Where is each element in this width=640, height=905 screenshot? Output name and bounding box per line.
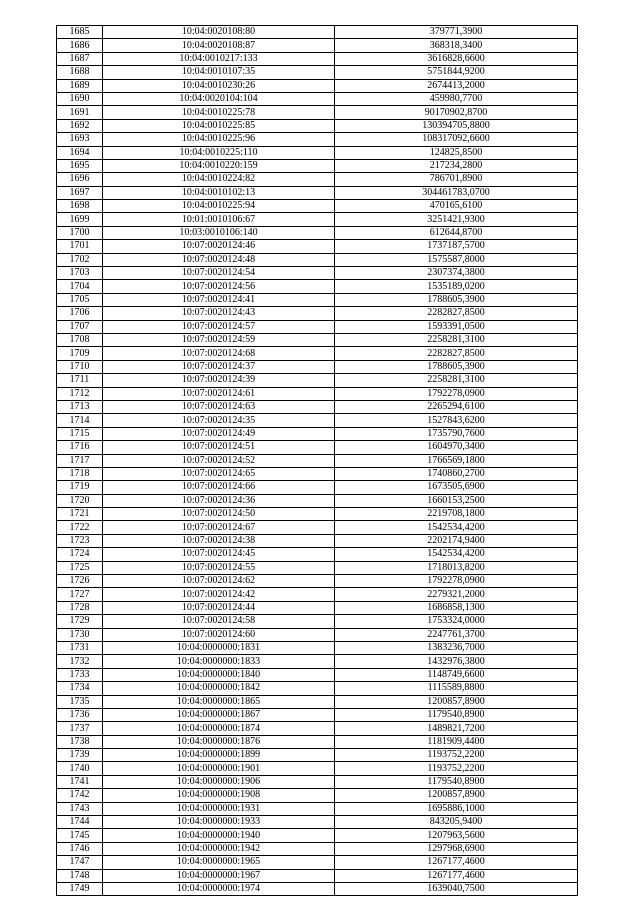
value-cell: 108317092,6600	[335, 133, 578, 146]
table-row	[57, 186, 578, 199]
value-cell: 470165,6100	[335, 200, 578, 213]
value-cell: 1179540,8900	[335, 775, 578, 788]
row-number-cell: 1743	[57, 802, 103, 815]
cadastral-number-cell: 10:04:0000000:1967	[103, 869, 335, 882]
row-number-cell: 1720	[57, 494, 103, 507]
cadastral-number-cell: 10:07:0020124:57	[103, 320, 335, 333]
cadastral-number-cell: 10:07:0020124:50	[103, 508, 335, 521]
value-cell: 1527843,6200	[335, 414, 578, 427]
table-row	[57, 307, 578, 320]
row-number-cell: 1689	[57, 79, 103, 92]
row-number-cell: 1713	[57, 400, 103, 413]
value-cell: 2282827,8500	[335, 307, 578, 320]
table-row	[57, 575, 578, 588]
table-row	[57, 400, 578, 413]
row-number-cell: 1716	[57, 441, 103, 454]
table-row	[57, 92, 578, 105]
cadastral-number-cell: 10:04:0020104:104	[103, 92, 335, 105]
value-cell: 1695886,1000	[335, 802, 578, 815]
table-row	[57, 588, 578, 601]
value-cell: 1179540,8900	[335, 708, 578, 721]
cadastral-number-cell: 10:04:0010217:133	[103, 52, 335, 65]
value-cell: 1604970,3400	[335, 441, 578, 454]
value-cell: 2279321,2000	[335, 588, 578, 601]
table-row	[57, 79, 578, 92]
row-number-cell: 1703	[57, 267, 103, 280]
value-cell: 1593391,0500	[335, 320, 578, 333]
value-cell: 1542534,4200	[335, 521, 578, 534]
value-cell: 2282827,8500	[335, 347, 578, 360]
cadastral-number-cell: 10:04:0000000:1942	[103, 842, 335, 855]
cadastral-number-cell: 10:07:0020124:45	[103, 548, 335, 561]
table-row	[57, 347, 578, 360]
table-row	[57, 280, 578, 293]
cadastral-number-cell: 10:04:0010225:110	[103, 146, 335, 159]
row-number-cell: 1687	[57, 52, 103, 65]
row-number-cell: 1725	[57, 561, 103, 574]
cadastral-number-cell: 10:07:0020124:56	[103, 280, 335, 293]
row-number-cell: 1729	[57, 615, 103, 628]
cadastral-number-cell: 10:03:0010106:140	[103, 226, 335, 239]
table-row	[57, 213, 578, 226]
row-number-cell: 1744	[57, 816, 103, 829]
cadastral-number-cell: 10:07:0020124:38	[103, 534, 335, 547]
cadastral-number-cell: 10:04:0000000:1876	[103, 735, 335, 748]
cadastral-number-cell: 10:04:0000000:1833	[103, 655, 335, 668]
table-row	[57, 253, 578, 266]
table-row	[57, 200, 578, 213]
cadastral-number-cell: 10:04:0000000:1974	[103, 883, 335, 896]
row-number-cell: 1698	[57, 200, 103, 213]
row-number-cell: 1711	[57, 374, 103, 387]
value-cell: 1267177,4600	[335, 856, 578, 869]
table-row	[57, 66, 578, 79]
cadastral-number-cell: 10:07:0020124:65	[103, 467, 335, 480]
value-cell: 1267177,4600	[335, 869, 578, 882]
table-row	[57, 454, 578, 467]
cadastral-number-cell: 10:07:0020124:68	[103, 347, 335, 360]
cadastral-number-cell: 10:04:0000000:1831	[103, 641, 335, 654]
table-row	[57, 333, 578, 346]
table-row	[57, 360, 578, 373]
cadastral-number-cell: 10:04:0010225:94	[103, 200, 335, 213]
row-number-cell: 1717	[57, 454, 103, 467]
cadastral-number-cell: 10:07:0020124:52	[103, 454, 335, 467]
row-number-cell: 1690	[57, 92, 103, 105]
row-number-cell: 1735	[57, 695, 103, 708]
row-number-cell: 1712	[57, 387, 103, 400]
table-row	[57, 722, 578, 735]
table-row	[57, 52, 578, 65]
cadastral-number-cell: 10:07:0020124:42	[103, 588, 335, 601]
table-row	[57, 534, 578, 547]
table-row	[57, 521, 578, 534]
row-number-cell: 1741	[57, 775, 103, 788]
table-row	[57, 414, 578, 427]
cadastral-number-cell: 10:07:0020124:44	[103, 601, 335, 614]
table-row	[57, 628, 578, 641]
value-cell: 2258281,3100	[335, 333, 578, 346]
row-number-cell: 1734	[57, 682, 103, 695]
table-row	[57, 320, 578, 333]
value-cell: 1297968,6900	[335, 842, 578, 855]
value-cell: 1200857,8900	[335, 695, 578, 708]
value-cell: 1792278,0900	[335, 387, 578, 400]
cadastral-number-cell: 10:04:0010225:78	[103, 106, 335, 119]
cadastral-number-cell: 10:04:0020108:87	[103, 39, 335, 52]
cadastral-number-cell: 10:01:0010106:67	[103, 213, 335, 226]
value-cell: 2202174,9400	[335, 534, 578, 547]
table-row	[57, 441, 578, 454]
table-row	[57, 133, 578, 146]
table-row	[57, 735, 578, 748]
table-row	[57, 842, 578, 855]
cadastral-number-cell: 10:07:0020124:39	[103, 374, 335, 387]
cadastral-number-cell: 10:07:0020124:55	[103, 561, 335, 574]
cadastral-number-cell: 10:04:0010107:35	[103, 66, 335, 79]
value-cell: 1148749,6600	[335, 668, 578, 681]
cadastral-number-cell: 10:07:0020124:63	[103, 400, 335, 413]
cadastral-number-cell: 10:07:0020124:37	[103, 360, 335, 373]
cadastral-number-cell: 10:07:0020124:36	[103, 494, 335, 507]
row-number-cell: 1700	[57, 226, 103, 239]
value-cell: 1792278,0900	[335, 575, 578, 588]
table-row	[57, 789, 578, 802]
table-body	[57, 26, 578, 896]
table-row	[57, 267, 578, 280]
row-number-cell: 1726	[57, 575, 103, 588]
value-cell: 2258281,3100	[335, 374, 578, 387]
cadastral-number-cell: 10:04:0000000:1908	[103, 789, 335, 802]
row-number-cell: 1749	[57, 883, 103, 896]
table-row	[57, 119, 578, 132]
row-number-cell: 1738	[57, 735, 103, 748]
row-number-cell: 1704	[57, 280, 103, 293]
table-row	[57, 749, 578, 762]
row-number-cell: 1728	[57, 601, 103, 614]
cadastral-number-cell: 10:07:0020124:60	[103, 628, 335, 641]
table-row	[57, 816, 578, 829]
value-cell: 1766569,1800	[335, 454, 578, 467]
value-cell: 1193752,2200	[335, 749, 578, 762]
cadastral-number-cell: 10:04:0010225:96	[103, 133, 335, 146]
row-number-cell: 1714	[57, 414, 103, 427]
row-number-cell: 1701	[57, 240, 103, 253]
cadastral-number-cell: 10:07:0020124:61	[103, 387, 335, 400]
row-number-cell: 1733	[57, 668, 103, 681]
value-cell: 1575587,8000	[335, 253, 578, 266]
value-cell: 843205,9400	[335, 816, 578, 829]
table-row	[57, 427, 578, 440]
row-number-cell: 1696	[57, 173, 103, 186]
table-row	[57, 240, 578, 253]
row-number-cell: 1691	[57, 106, 103, 119]
table-row	[57, 159, 578, 172]
row-number-cell: 1723	[57, 534, 103, 547]
value-cell: 1639040,7500	[335, 883, 578, 896]
property-table	[56, 25, 578, 896]
cadastral-number-cell: 10:04:0000000:1906	[103, 775, 335, 788]
table-row	[57, 695, 578, 708]
value-cell: 612644,8700	[335, 226, 578, 239]
table-row	[57, 494, 578, 507]
value-cell: 1489821,7200	[335, 722, 578, 735]
row-number-cell: 1693	[57, 133, 103, 146]
value-cell: 1542534,4200	[335, 548, 578, 561]
cadastral-number-cell: 10:04:0010102:13	[103, 186, 335, 199]
table-row	[57, 601, 578, 614]
row-number-cell: 1724	[57, 548, 103, 561]
row-number-cell: 1707	[57, 320, 103, 333]
row-number-cell: 1708	[57, 333, 103, 346]
row-number-cell: 1721	[57, 508, 103, 521]
row-number-cell: 1748	[57, 869, 103, 882]
table-row	[57, 467, 578, 480]
value-cell: 1115589,8800	[335, 682, 578, 695]
cadastral-number-cell: 10:07:0020124:48	[103, 253, 335, 266]
row-number-cell: 1686	[57, 39, 103, 52]
value-cell: 459980,7700	[335, 92, 578, 105]
cadastral-number-cell: 10:07:0020124:67	[103, 521, 335, 534]
value-cell: 1432976,3800	[335, 655, 578, 668]
cadastral-number-cell: 10:04:0000000:1931	[103, 802, 335, 815]
value-cell: 1737187,5700	[335, 240, 578, 253]
table-row	[57, 106, 578, 119]
row-number-cell: 1715	[57, 427, 103, 440]
value-cell: 1740860,2700	[335, 467, 578, 480]
cadastral-number-cell: 10:04:0000000:1867	[103, 708, 335, 721]
table-row	[57, 802, 578, 815]
cadastral-number-cell: 10:07:0020124:35	[103, 414, 335, 427]
table-row	[57, 762, 578, 775]
row-number-cell: 1697	[57, 186, 103, 199]
value-cell: 1193752,2200	[335, 762, 578, 775]
value-cell: 1673505,6900	[335, 481, 578, 494]
row-number-cell: 1731	[57, 641, 103, 654]
cadastral-number-cell: 10:04:0000000:1901	[103, 762, 335, 775]
row-number-cell: 1742	[57, 789, 103, 802]
table-row	[57, 829, 578, 842]
value-cell: 1535189,0200	[335, 280, 578, 293]
table-row	[57, 655, 578, 668]
value-cell: 1788605,3900	[335, 360, 578, 373]
value-cell: 1660153,2500	[335, 494, 578, 507]
row-number-cell: 1739	[57, 749, 103, 762]
table-row	[57, 641, 578, 654]
row-number-cell: 1710	[57, 360, 103, 373]
value-cell: 90170902,8700	[335, 106, 578, 119]
row-number-cell: 1688	[57, 66, 103, 79]
table-row	[57, 668, 578, 681]
table-row	[57, 146, 578, 159]
cadastral-number-cell: 10:04:0010230:26	[103, 79, 335, 92]
table-row	[57, 226, 578, 239]
table-row	[57, 26, 578, 39]
row-number-cell: 1719	[57, 481, 103, 494]
row-number-cell: 1746	[57, 842, 103, 855]
table-row	[57, 775, 578, 788]
value-cell: 1181909,4400	[335, 735, 578, 748]
row-number-cell: 1740	[57, 762, 103, 775]
value-cell: 124825,8500	[335, 146, 578, 159]
cadastral-number-cell: 10:07:0020124:46	[103, 240, 335, 253]
cadastral-number-cell: 10:04:0000000:1940	[103, 829, 335, 842]
table-row	[57, 708, 578, 721]
row-number-cell: 1705	[57, 293, 103, 306]
row-number-cell: 1692	[57, 119, 103, 132]
cadastral-number-cell: 10:07:0020124:54	[103, 267, 335, 280]
row-number-cell: 1747	[57, 856, 103, 869]
row-number-cell: 1745	[57, 829, 103, 842]
cadastral-number-cell: 10:07:0020124:49	[103, 427, 335, 440]
row-number-cell: 1737	[57, 722, 103, 735]
cadastral-number-cell: 10:07:0020124:51	[103, 441, 335, 454]
value-cell: 1207963,5600	[335, 829, 578, 842]
value-cell: 2247761,3700	[335, 628, 578, 641]
value-cell: 2265294,6100	[335, 400, 578, 413]
row-number-cell: 1685	[57, 26, 103, 39]
table-row	[57, 293, 578, 306]
value-cell: 217234,2800	[335, 159, 578, 172]
value-cell: 3251421,9300	[335, 213, 578, 226]
row-number-cell: 1695	[57, 159, 103, 172]
table-row	[57, 481, 578, 494]
cadastral-number-cell: 10:07:0020124:59	[103, 333, 335, 346]
value-cell: 1735790,7600	[335, 427, 578, 440]
row-number-cell: 1694	[57, 146, 103, 159]
table-row	[57, 856, 578, 869]
table-row	[57, 615, 578, 628]
table-row	[57, 387, 578, 400]
value-cell: 5751844,9200	[335, 66, 578, 79]
row-number-cell: 1706	[57, 307, 103, 320]
row-number-cell: 1702	[57, 253, 103, 266]
cadastral-number-cell: 10:04:0020108:80	[103, 26, 335, 39]
cadastral-number-cell: 10:04:0010224:82	[103, 173, 335, 186]
cadastral-number-cell: 10:04:0000000:1933	[103, 816, 335, 829]
cadastral-number-cell: 10:07:0020124:66	[103, 481, 335, 494]
value-cell: 130394705,8800	[335, 119, 578, 132]
value-cell: 3616828,6600	[335, 52, 578, 65]
cadastral-number-cell: 10:07:0020124:43	[103, 307, 335, 320]
table-row	[57, 39, 578, 52]
table-row	[57, 883, 578, 896]
value-cell: 1686858,1300	[335, 601, 578, 614]
cadastral-number-cell: 10:04:0000000:1874	[103, 722, 335, 735]
value-cell: 2674413,2000	[335, 79, 578, 92]
row-number-cell: 1709	[57, 347, 103, 360]
row-number-cell: 1730	[57, 628, 103, 641]
table-row	[57, 173, 578, 186]
cadastral-number-cell: 10:04:0000000:1965	[103, 856, 335, 869]
value-cell: 1383236,7000	[335, 641, 578, 654]
cadastral-number-cell: 10:04:0000000:1865	[103, 695, 335, 708]
row-number-cell: 1727	[57, 588, 103, 601]
row-number-cell: 1718	[57, 467, 103, 480]
value-cell: 2219708,1800	[335, 508, 578, 521]
table-row	[57, 508, 578, 521]
cadastral-number-cell: 10:07:0020124:58	[103, 615, 335, 628]
cadastral-number-cell: 10:07:0020124:41	[103, 293, 335, 306]
cadastral-number-cell: 10:04:0010220:159	[103, 159, 335, 172]
value-cell: 1718013,8200	[335, 561, 578, 574]
cadastral-number-cell: 10:07:0020124:62	[103, 575, 335, 588]
value-cell: 1200857,8900	[335, 789, 578, 802]
table-row	[57, 548, 578, 561]
cadastral-number-cell: 10:04:0000000:1899	[103, 749, 335, 762]
cadastral-number-cell: 10:04:0000000:1840	[103, 668, 335, 681]
table-row	[57, 374, 578, 387]
row-number-cell: 1736	[57, 708, 103, 721]
row-number-cell: 1699	[57, 213, 103, 226]
table-row	[57, 682, 578, 695]
cadastral-number-cell: 10:04:0010225:85	[103, 119, 335, 132]
value-cell: 786701,8900	[335, 173, 578, 186]
table-row	[57, 869, 578, 882]
row-number-cell: 1732	[57, 655, 103, 668]
value-cell: 1788605,3900	[335, 293, 578, 306]
value-cell: 379771,3900	[335, 26, 578, 39]
cadastral-number-cell: 10:04:0000000:1842	[103, 682, 335, 695]
value-cell: 368318,3400	[335, 39, 578, 52]
value-cell: 304461783,0700	[335, 186, 578, 199]
value-cell: 1753324,0000	[335, 615, 578, 628]
row-number-cell: 1722	[57, 521, 103, 534]
value-cell: 2307374,3800	[335, 267, 578, 280]
table-row	[57, 561, 578, 574]
